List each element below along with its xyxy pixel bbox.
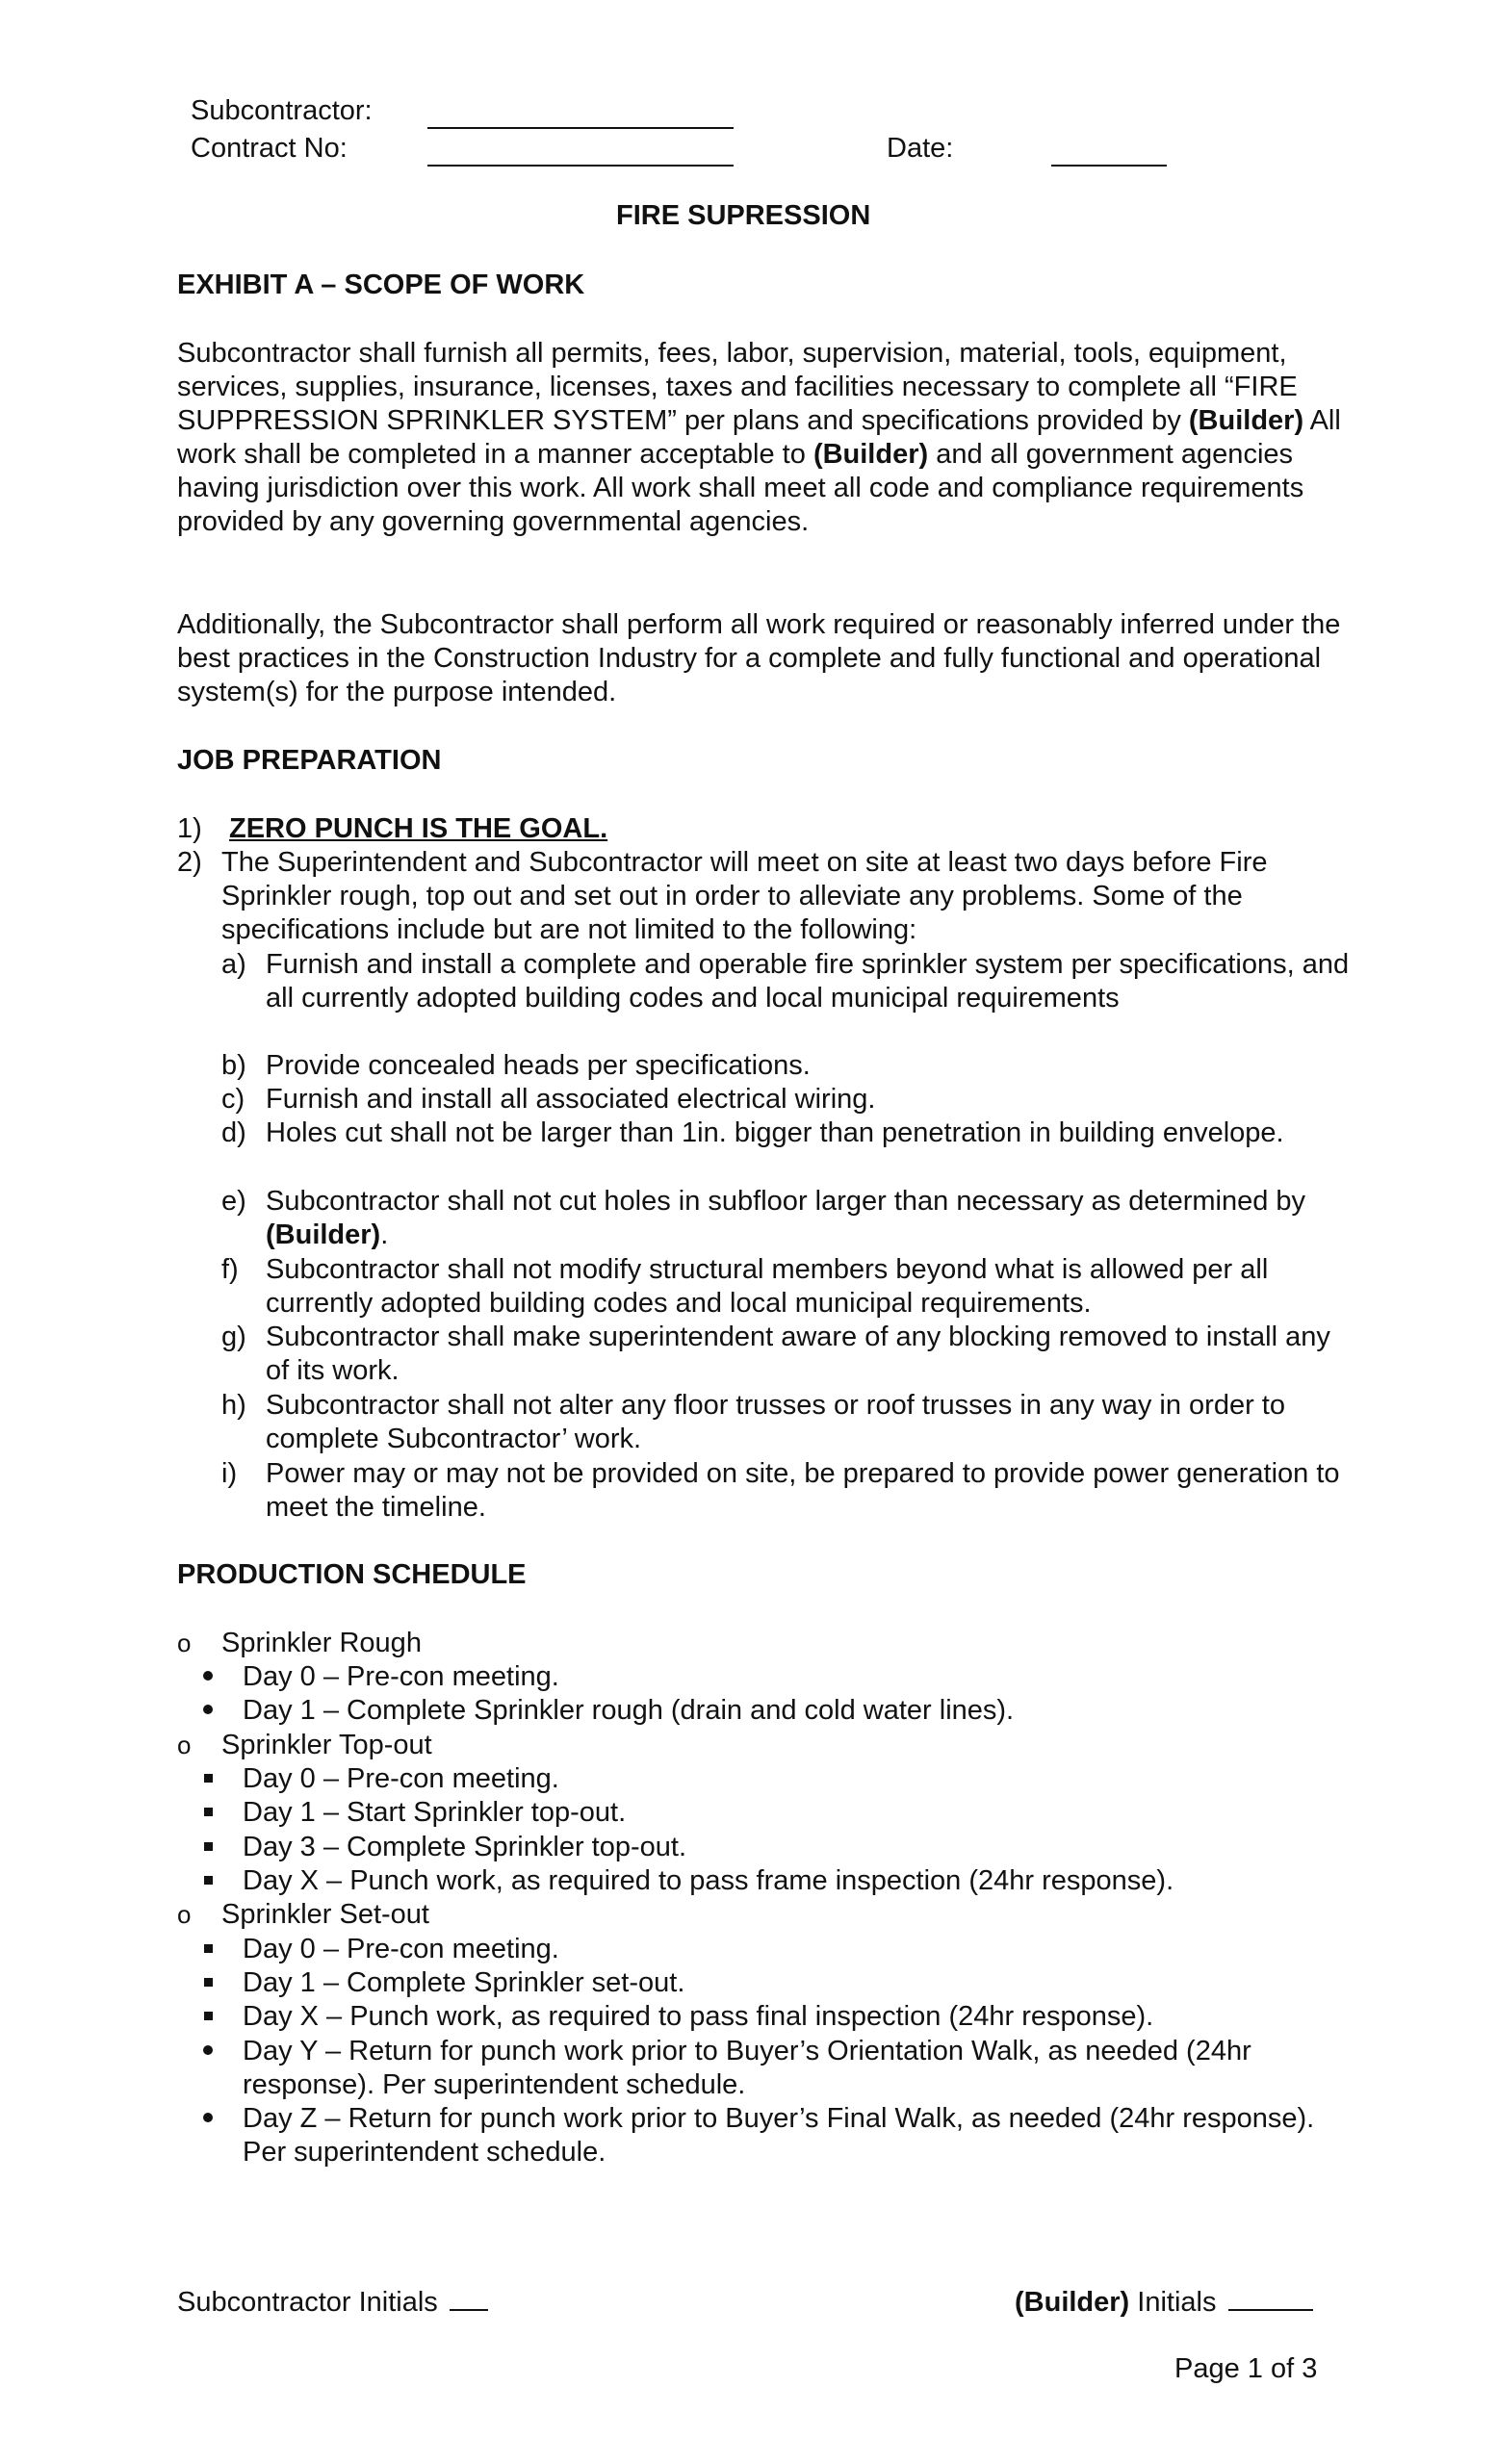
builder-initials: (Builder) Initials	[1015, 2284, 1313, 2320]
square-bullet-icon	[204, 1808, 213, 1816]
list-number: 1)	[177, 813, 202, 844]
subcontractor-initials: Subcontractor Initials	[177, 2284, 488, 2320]
subcontractor-label: Subcontractor:	[191, 95, 373, 126]
square-bullet-icon	[204, 2012, 213, 2020]
date-label: Date:	[887, 133, 954, 164]
zero-punch-goal: ZERO PUNCH IS THE GOAL.	[229, 813, 608, 844]
document-title: FIRE SUPRESSION	[616, 200, 871, 231]
contract-blank[interactable]	[427, 140, 734, 167]
subcontractor-initials-blank[interactable]	[450, 2284, 488, 2311]
intro-paragraph-1: Subcontractor shall furnish all permits, fees, labor, supervision, material, tools, equipment, services, supplies, insurance, licenses, taxes and facilities necessary to complete all “FIRE SUPPRESSION SPRINKLER SYSTEM” per plans and specifications provided by (Builder) All work shall be completed in a manner acceptable to (Builder) and all government agencies having jurisdiction over this work. All work shall meet all code and compliance requirements provided by any governing governmental agencies.	[177, 338, 1341, 537]
bullet-icon	[203, 2113, 213, 2122]
square-bullet-icon	[204, 1842, 213, 1851]
superintendent-meeting-text: The Superintendent and Subcontractor will meet on site at least two days before Fire Sprinkler rough, top out and set out in order to alleviate any problems. Some of the specifications include but are not limited to the following:	[221, 847, 1268, 945]
production-schedule-heading: PRODUCTION SCHEDULE	[177, 1559, 527, 1590]
contract-label: Contract No:	[191, 133, 348, 164]
subcontractor-blank[interactable]	[427, 102, 734, 129]
bullet-icon	[203, 1671, 213, 1681]
bullet-icon	[203, 1705, 213, 1714]
builder-initials-blank[interactable]	[1228, 2284, 1313, 2311]
square-bullet-icon	[204, 1876, 213, 1885]
square-bullet-icon	[204, 1978, 213, 1987]
list-number: 2)	[177, 847, 202, 878]
page-number: Page 1 of 3	[1174, 2353, 1318, 2384]
intro-paragraph-2: Additionally, the Subcontractor shall perform all work required or reasonably inferred under the best practices in the Construction Industry for a complete and fully functional and operational system(s) for the purpose intended.	[177, 609, 1341, 707]
builder-ref: (Builder)	[266, 1219, 381, 1250]
square-bullet-icon	[204, 1944, 213, 1953]
exhibit-heading: EXHIBIT A – SCOPE OF WORK	[177, 270, 585, 300]
square-bullet-icon	[204, 1774, 213, 1783]
bullet-icon	[203, 2045, 213, 2055]
job-prep-heading: JOB PREPARATION	[177, 745, 442, 776]
date-blank[interactable]	[1051, 140, 1167, 167]
